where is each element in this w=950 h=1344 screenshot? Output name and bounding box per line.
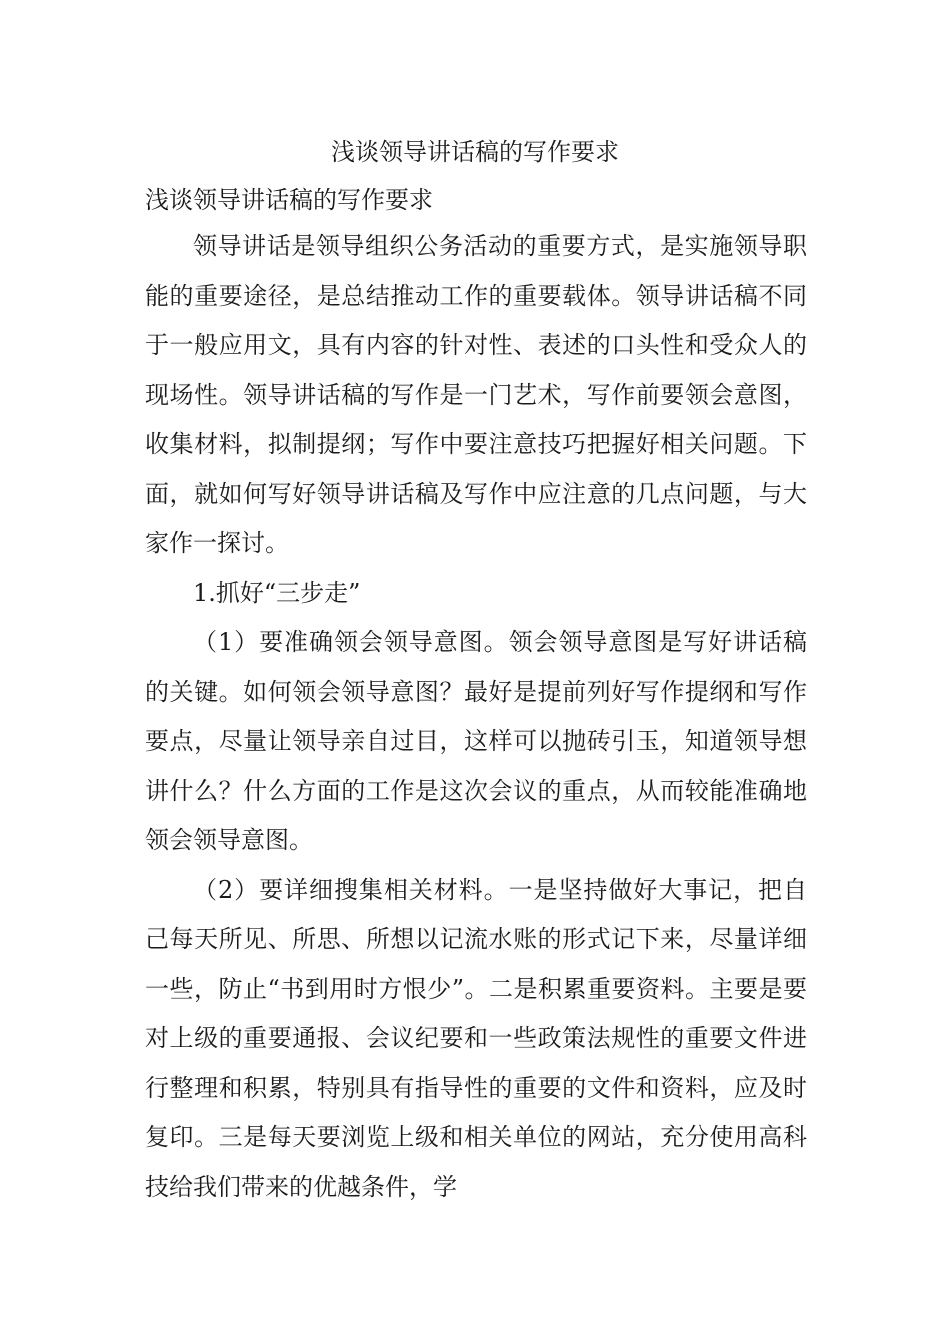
- paragraph-item-2: （2）要详细搜集相关材料。一是坚持做好大事记，把自己每天所见、所思、所想以记流水账的形式记下来，尽量详细一些，防止“书到用时方恨少”。二是积累重要资料。主要是要对上级的重要通报、会议纪要和一些政策法规性的重要文件进行整理和积累，特别具有指导性的重要的文件和资料，应及时复印。三是每天要浏览上级和相关单位的网站，充分使用高科技给我们带来的优越条件，学: [145, 875, 807, 1201]
- paragraph-intro: 领导讲话是领导组织公务活动的重要方式，是实施领导职能的重要途径，是总结推动工作的重要载体。领导讲话稿不同于一般应用文，具有内容的针对性、表述的口头性和受众人的现场性。领导讲话稿的写作是一门艺术，写作前要领会意图，收集材料，拟制提纲；写作中要注意技巧把握好相关问题。下面，就如何写好领导讲话稿及写作中应注意的几点问题，与大家作一探讨。: [145, 232, 807, 557]
- document-body: [145, 182, 807, 1212]
- document-title: 浅谈领导讲话稿的写作要求: [331, 138, 619, 166]
- document-subtitle: 浅谈领导讲话稿的写作要求: [145, 186, 433, 214]
- paragraph-item-1: （1）要准确领会领导意图。领会领导意图是写好讲话稿的关键。如何领会领导意图？最好是提前列好写作提纲和写作要点，尽量让领导亲自过目，这样可以抛砖引玉，知道领导想讲什么？什么方面的工作是这次会议的重点，从而较能准确地领会领导意图。: [145, 628, 807, 854]
- section-heading: 1.抓好“三步走”: [193, 578, 361, 607]
